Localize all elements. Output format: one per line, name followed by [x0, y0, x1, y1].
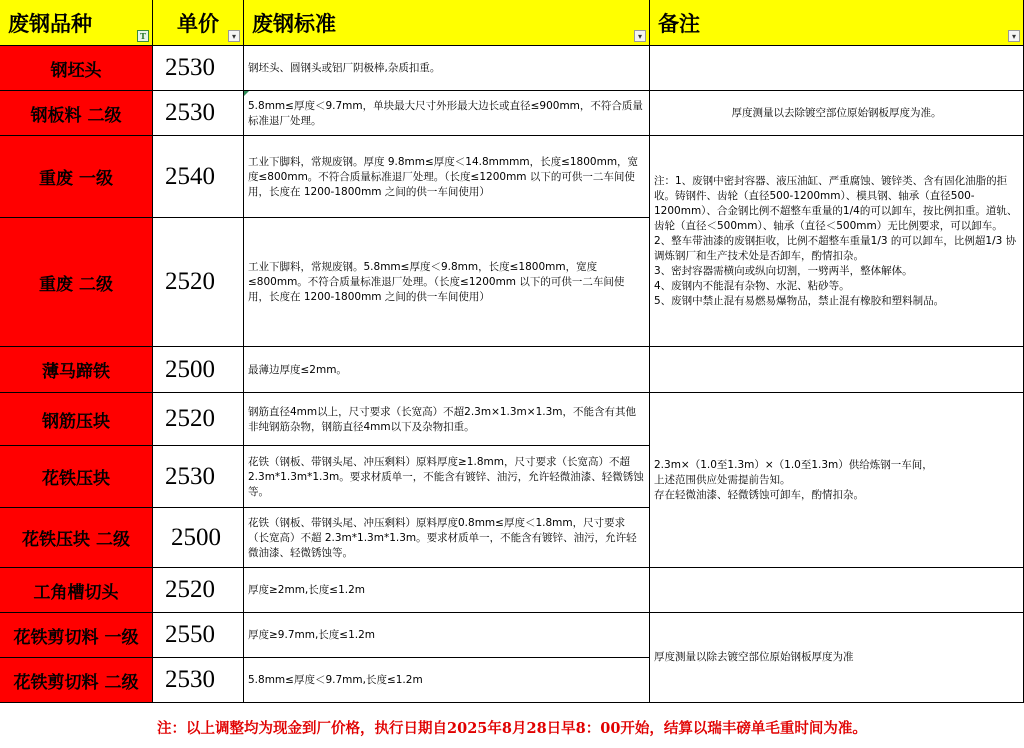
header-price[interactable] — [153, 0, 244, 46]
remark-block[interactable] — [650, 393, 1024, 568]
row-price[interactable]: 2530 — [153, 46, 244, 91]
remark-shear-text: 厚度测量以除去镀空部位原始钢板厚度为准 — [654, 651, 854, 663]
row-name[interactable]: 花铁压块 二级 — [0, 508, 153, 568]
header-remark[interactable] — [650, 0, 1024, 46]
remark-plate-text: 厚度测量以去除镀空部位原始钢板厚度为准。 — [731, 106, 942, 119]
dropdown-arrow-icon[interactable]: ▾ — [634, 30, 646, 42]
row-standard[interactable] — [244, 347, 650, 393]
remark-block-text: 2.3m×（1.0至1.3m）×（1.0至1.3m）供给炼钢一车间， 上述范围供应处需提前告知。 存在轻微油漆、轻微锈蚀可卸车，酌情扣杂。 — [654, 458, 933, 501]
row-name[interactable]: 钢筋压块 — [0, 393, 153, 446]
comment-marker-icon — [244, 91, 249, 96]
filter-active-icon[interactable]: T — [137, 30, 149, 42]
row-name[interactable]: 重废 一级 — [0, 136, 153, 218]
row-standard[interactable] — [244, 393, 650, 446]
row-name[interactable]: 钢板料 二级 — [0, 91, 153, 136]
row-standard[interactable] — [244, 136, 650, 218]
row-standard[interactable] — [244, 568, 650, 613]
row-price[interactable]: 2500 — [153, 347, 244, 393]
row-standard[interactable] — [244, 508, 650, 568]
remark-heavy-text: 注：1、废钢中密封容器、液压油缸、严重腐蚀、镀锌类、含有固化油脂的拒收。铸钢件、齿轮（直径500-1200mm）、模具钢、轴承（直径500-1200mm）、合金钢比例不超整车重量的1/4的可以卸车，按比例扣重。道轨、齿轮（直径＜500mm）、轴承（直径＜500mm）无比例要求，可以卸车。 2、整车带油漆的废钢拒收，比例不超整车重量1/3 的可以卸车，比例超1/3 协调炼钢厂和生产技术处是否卸车，酌情扣杂。 3、密封容器需横向或纵向切割，一劈两半，整体解体。 4、废钢内不能混有杂物、水泥、粘砂等。 5、废钢中禁止混有易燃易爆物品，禁止混有橡胶和塑料制品。 — [654, 174, 1018, 307]
row-price[interactable]: 2550 — [153, 613, 244, 658]
row-standard[interactable] — [244, 658, 650, 703]
dropdown-arrow-icon[interactable]: ▾ — [228, 30, 240, 42]
header-standard-label: 废钢标准 — [252, 10, 336, 36]
row-standard[interactable] — [244, 218, 650, 347]
row-price[interactable]: 2530 — [153, 91, 244, 136]
row-standard[interactable] — [244, 91, 650, 136]
row-standard[interactable] — [244, 446, 650, 508]
header-variety[interactable] — [0, 0, 153, 46]
row-price[interactable]: 2530 — [153, 446, 244, 508]
header-standard[interactable] — [244, 0, 650, 46]
row-name[interactable]: 花铁压块 — [0, 446, 153, 508]
header-variety-label: 废钢品种 — [8, 10, 92, 36]
row-standard-text: 钢坯头、圆钢头或铝厂阴极棒,杂质扣重。 — [248, 62, 441, 74]
row-price[interactable]: 2520 — [153, 393, 244, 446]
row-price[interactable]: 2540 — [153, 136, 244, 218]
row-standard-text: 5.8mm≤厚度＜9.7mm，单块最大尺寸外形最大边长或直径≤900mm，不符合质量标准退厂处理。 — [248, 99, 643, 127]
row-standard-text: 钢筋直径4mm以上，尺寸要求（长宽高）不超2.3m×1.3m×1.3m，不能含有其他非纯钢筋杂物，钢筋直径4mm以下及杂物扣重。 — [248, 405, 637, 433]
footer-note: 注：以上调整均为现金到厂价格，执行日期自2025年8月28日早8：00开始，结算以瑞丰磅单毛重时间为准。 — [0, 706, 1024, 748]
row-price[interactable]: 2500 — [153, 508, 244, 568]
remark-plate[interactable] — [650, 91, 1024, 136]
row-price[interactable]: 2520 — [153, 568, 244, 613]
remark-heavy[interactable] — [650, 136, 1024, 347]
row-name[interactable]: 钢坯头 — [0, 46, 153, 91]
row-name[interactable]: 工角槽切头 — [0, 568, 153, 613]
row-standard[interactable] — [244, 613, 650, 658]
row-standard-text: 最薄边厚度≤2mm。 — [248, 363, 347, 376]
row-standard-text: 工业下脚料，常规废钢。5.8mm≤厚度＜9.8mm，长度≤1800mm，宽度≤800mm。不符合质量标准退厂处理。（长度≤1200mm 以下的可供一二车间使用，长度在 1200-1800mm 之间的供一车间使用） — [248, 261, 625, 303]
row-standard-text: 工业下脚料，常规废钢。厚度 9.8mm≤厚度＜14.8mmmm，长度≤1800mm，宽度≤800mm。不符合质量标准退厂处理。（长度≤1200mm 以下的可供一二车间使用，长度在 1200-1800mm 之间的供一车间使用） — [248, 155, 639, 198]
row-name[interactable]: 花铁剪切料 二级 — [0, 658, 153, 703]
row-name[interactable]: 薄马蹄铁 — [0, 347, 153, 393]
row-standard-text: 厚度≥9.7mm,长度≤1.2m — [248, 629, 376, 641]
row-standard[interactable] — [244, 46, 650, 91]
remark-empty[interactable] — [650, 347, 1024, 393]
row-standard-text: 花铁（钢板、带钢头尾、冲压剩料）原料厚度≥1.8mm，尺寸要求（长宽高）不超 2.3m*1.3m*1.3m。要求材质单一，不能含有镀锌、油污，允许轻微油漆、轻微锈蚀等。 — [248, 455, 644, 498]
header-price-label: 单价 — [177, 10, 219, 36]
row-standard-text: 花铁（钢板、带钢头尾、冲压剩料）原料厚度0.8mm≤厚度＜1.8mm，尺寸要求（长宽高）不超 2.3m*1.3m*1.3m。要求材质单一，不能含有镀锌、油污，允许轻微油漆、轻微锈蚀等。 — [248, 516, 637, 559]
remark-empty[interactable] — [650, 568, 1024, 613]
row-standard-text: 厚度≥2mm,长度≤1.2m — [248, 584, 365, 596]
remark-shear[interactable] — [650, 613, 1024, 703]
row-price[interactable]: 2520 — [153, 218, 244, 347]
row-price[interactable]: 2530 — [153, 658, 244, 703]
row-name[interactable]: 花铁剪切料 一级 — [0, 613, 153, 658]
remark-empty[interactable] — [650, 46, 1024, 91]
header-remark-label: 备注 — [658, 10, 700, 36]
row-name[interactable]: 重废 二级 — [0, 218, 153, 347]
dropdown-arrow-icon[interactable]: ▾ — [1008, 30, 1020, 42]
row-standard-text: 5.8mm≤厚度＜9.7mm,长度≤1.2m — [248, 674, 423, 686]
